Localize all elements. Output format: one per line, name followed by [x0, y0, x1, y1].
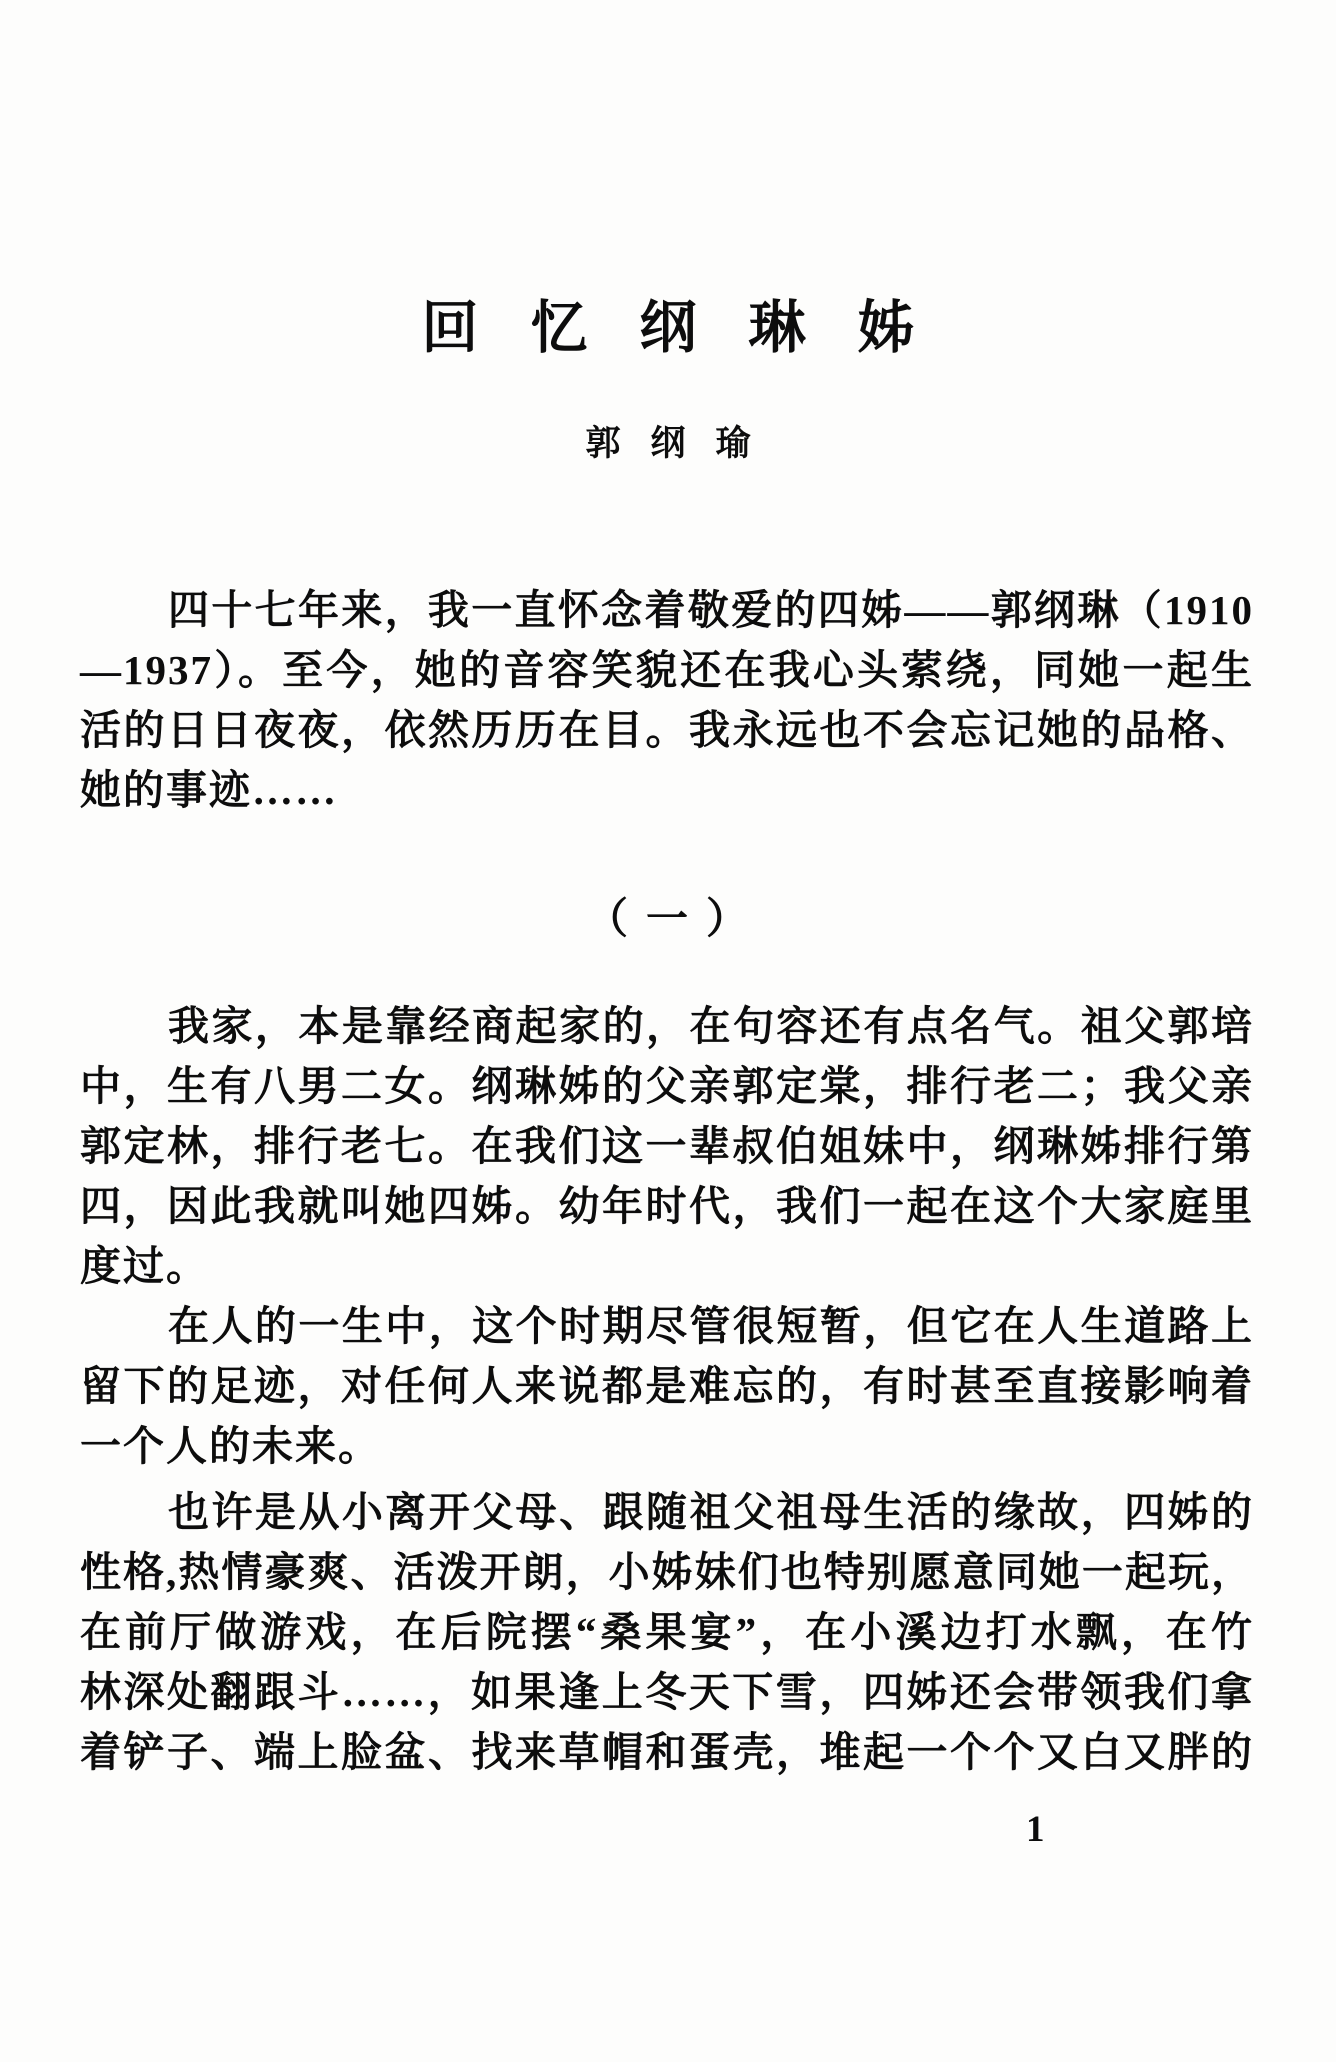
text-line: 一个人的未来。: [80, 1423, 381, 1469]
paragraph: [80, 1482, 1254, 1782]
author-name: 郭纲瑜: [585, 424, 781, 463]
page-title: 回忆纲琳姊: [421, 297, 967, 360]
paragraph: [80, 996, 1254, 1296]
text-line: 郭定林，排行老七。在我们这一辈叔伯姐妹中，纲琳姊排行第: [80, 1123, 1254, 1169]
text-line: 在人的一生中，这个时期尽管很短暂，但它在人生道路上: [168, 1303, 1254, 1349]
text-line: —1937）。至今，她的音容笑貌还在我心头萦绕，同她一起生: [80, 647, 1254, 693]
text-line: 我家，本是靠经商起家的，在句容还有点名气。祖父郭培: [168, 1003, 1254, 1049]
text-line: 活的日日夜夜，依然历历在目。我永远也不会忘记她的品格、: [80, 707, 1254, 753]
text-line: 在前厅做游戏，在后院摆“桑果宴”，在小溪边打水飘，在竹: [80, 1609, 1254, 1655]
text-line: 着铲子、端上脸盆、找来草帽和蛋壳，堆起一个个又白又胖的: [80, 1729, 1254, 1775]
text-line: 留下的足迹，对任何人来说都是难忘的，有时甚至直接影响着: [80, 1363, 1254, 1409]
intro-paragraph: [80, 580, 1254, 820]
text-line: 四，因此我就叫她四姊。幼年时代，我们一起在这个大家庭里: [80, 1183, 1254, 1229]
paragraph: [80, 1296, 1254, 1476]
text-line: 度过。: [80, 1243, 209, 1289]
text-line: 性格,热情豪爽、活泼开朗，小姊妹们也特别愿意同她一起玩，: [80, 1549, 1254, 1595]
text-line: 四十七年来，我一直怀念着敬爱的四姊——郭纲琳（1910: [168, 587, 1254, 633]
text-line: 中，生有八男二女。纲琳姊的父亲郭定棠，排行老二；我父亲: [80, 1063, 1254, 1109]
section-marker: （一）: [585, 897, 766, 943]
text-line: 她的事迹……: [80, 767, 338, 813]
text-line: 林深处翻跟斗……，如果逢上冬天下雪，四姊还会带领我们拿: [80, 1669, 1254, 1715]
page-number: 1: [1026, 1809, 1045, 1850]
body-text: [80, 580, 1254, 1782]
text-line: 也许是从小离开父母、跟随祖父祖母生活的缘故，四姊的: [168, 1489, 1254, 1535]
